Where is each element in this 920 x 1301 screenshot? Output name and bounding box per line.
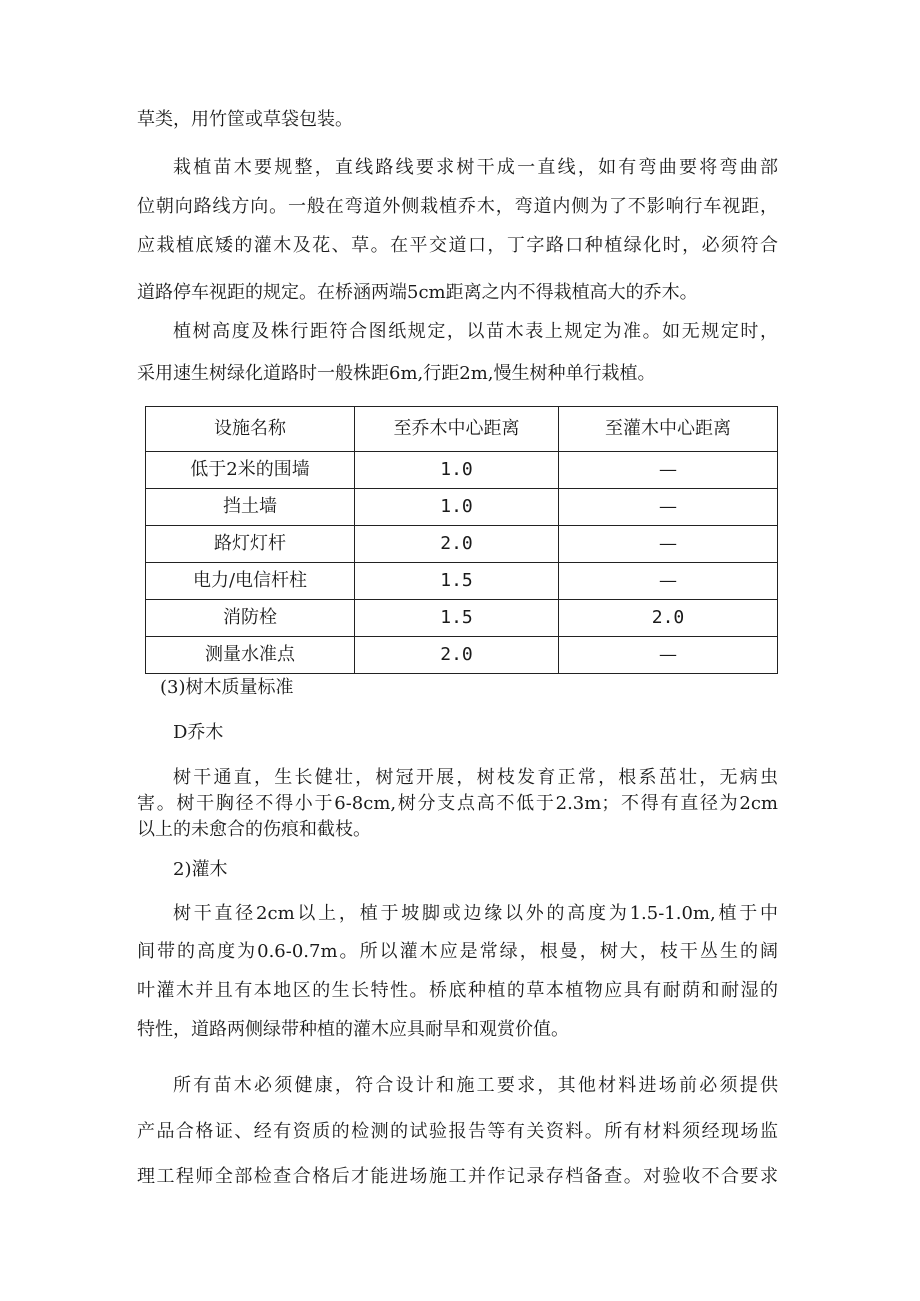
text-line: 特性，道路两侧绿带种植的灌木应具耐旱和观赏价值。 bbox=[137, 1019, 569, 1040]
tree-distance-cell: 1.5 bbox=[355, 563, 559, 600]
tree-distance-cell: 1.0 bbox=[355, 489, 559, 526]
facility-cell: 测量水准点 bbox=[146, 637, 355, 674]
shrub-distance-cell: — bbox=[559, 489, 778, 526]
shrub-distance-cell: — bbox=[559, 563, 778, 600]
text-line: 采用速生树绿化道路时一般株距6m,行距2m,慢生树种单行栽植。 bbox=[137, 363, 656, 384]
shrub-distance-cell: — bbox=[559, 637, 778, 674]
shrub-distance-cell: — bbox=[559, 526, 778, 563]
facility-cell: 低于2米的围墙 bbox=[146, 452, 355, 489]
section-heading: (3)树木质量标准 bbox=[160, 677, 294, 698]
text-line: 叶灌木并且有本地区的生长特性。桥底种植的草本植物应具有耐荫和耐湿的 bbox=[137, 980, 778, 1001]
column-header: 设施名称 bbox=[146, 407, 355, 452]
text-line: 所有苗木必须健康，符合设计和施工要求，其他材料进场前必须提供 bbox=[173, 1075, 778, 1096]
table-row bbox=[146, 489, 778, 526]
text-line: 应栽植底矮的灌木及花、草。在平交道口，丁字路口种植绿化时，必须符合 bbox=[137, 235, 778, 256]
text-line: 树干通直，生长健壮，树冠开展，树枝发育正常，根系茁壮，无病虫 bbox=[173, 767, 778, 788]
text-line: 产品合格证、经有资质的检测的试验报告等有关资料。所有材料须经现场监 bbox=[137, 1121, 778, 1142]
table-row bbox=[146, 600, 778, 637]
facility-cell: 挡土墙 bbox=[146, 489, 355, 526]
text-line: 理工程师全部检查合格后才能进场施工并作记录存档备查。对验收不合要求 bbox=[137, 1166, 778, 1187]
text-line: 植树高度及株行距符合图纸规定，以苗木表上规定为准。如无规定时， bbox=[173, 321, 778, 342]
text-line: 以上的未愈合的伤痕和截枝。 bbox=[137, 819, 371, 840]
shrub-distance-cell: — bbox=[559, 452, 778, 489]
table-row bbox=[146, 637, 778, 674]
text-line: 位朝向路线方向。一般在弯道外侧栽植乔木，弯道内侧为了不影响行车视距， bbox=[137, 196, 778, 217]
subsection-heading: 2)灌木 bbox=[173, 859, 228, 880]
text-line: 草类，用竹筐或草袋包装。 bbox=[137, 109, 353, 130]
table-header-row bbox=[146, 407, 778, 452]
table-row bbox=[146, 526, 778, 563]
text-line: 间带的高度为0.6-0.7m。所以灌木应是常绿，根曼，树大，枝干丛生的阔 bbox=[137, 941, 778, 962]
subsection-heading: D乔木 bbox=[173, 722, 224, 743]
shrub-distance-cell: 2.0 bbox=[559, 600, 778, 637]
text-line: 栽植苗木要规整，直线路线要求树干成一直线，如有弯曲要将弯曲部 bbox=[173, 157, 778, 178]
tree-distance-cell: 1.5 bbox=[355, 600, 559, 637]
column-header: 至乔木中心距离 bbox=[355, 407, 559, 452]
facility-cell: 电力/电信杆柱 bbox=[146, 563, 355, 600]
table-row bbox=[146, 452, 778, 489]
facility-cell: 路灯灯杆 bbox=[146, 526, 355, 563]
text-line: 害。树干胸径不得小于6-8cm,树分支点高不低于2.3m；不得有直径为2cm bbox=[137, 793, 778, 814]
tree-distance-cell: 1.0 bbox=[355, 452, 559, 489]
text-line: 道路停车视距的规定。在桥涵两端5cm距离之内不得栽植高大的乔木。 bbox=[137, 282, 698, 303]
facility-cell: 消防栓 bbox=[146, 600, 355, 637]
clearance-table bbox=[145, 406, 778, 674]
column-header: 至灌木中心距离 bbox=[559, 407, 778, 452]
tree-distance-cell: 2.0 bbox=[355, 637, 559, 674]
tree-distance-cell: 2.0 bbox=[355, 526, 559, 563]
table-row bbox=[146, 563, 778, 600]
text-line: 树干直径2cm以上，植于坡脚或边缘以外的高度为1.5-1.0m,植于中 bbox=[173, 903, 778, 924]
